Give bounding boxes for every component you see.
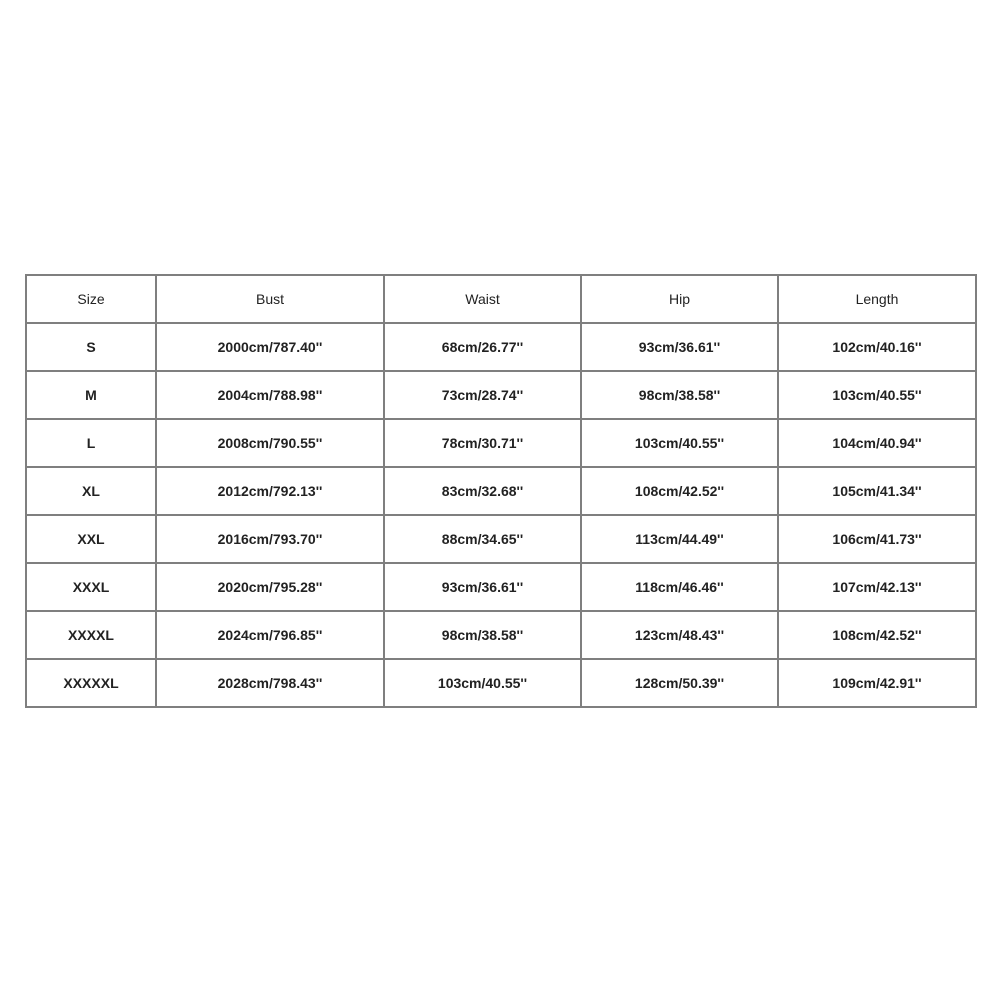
- cell-length: 109cm/42.91'': [778, 659, 976, 707]
- cell-hip: 103cm/40.55'': [581, 419, 778, 467]
- cell-waist: 93cm/36.61'': [384, 563, 581, 611]
- cell-size: S: [26, 323, 156, 371]
- cell-hip: 118cm/46.46'': [581, 563, 778, 611]
- cell-size: XXXL: [26, 563, 156, 611]
- cell-length: 104cm/40.94'': [778, 419, 976, 467]
- header-hip: Hip: [581, 275, 778, 323]
- cell-waist: 88cm/34.65'': [384, 515, 581, 563]
- header-length: Length: [778, 275, 976, 323]
- cell-size: XL: [26, 467, 156, 515]
- table-row: [26, 323, 976, 371]
- cell-hip: 123cm/48.43'': [581, 611, 778, 659]
- cell-waist: 68cm/26.77'': [384, 323, 581, 371]
- cell-bust: 2020cm/795.28'': [156, 563, 384, 611]
- cell-bust: 2004cm/788.98'': [156, 371, 384, 419]
- cell-hip: 128cm/50.39'': [581, 659, 778, 707]
- cell-waist: 78cm/30.71'': [384, 419, 581, 467]
- header-size: Size: [26, 275, 156, 323]
- table-header: [26, 275, 976, 323]
- cell-bust: 2024cm/796.85'': [156, 611, 384, 659]
- cell-waist: 103cm/40.55'': [384, 659, 581, 707]
- cell-length: 103cm/40.55'': [778, 371, 976, 419]
- cell-bust: 2016cm/793.70'': [156, 515, 384, 563]
- cell-waist: 83cm/32.68'': [384, 467, 581, 515]
- cell-bust: 2012cm/792.13'': [156, 467, 384, 515]
- cell-hip: 98cm/38.58'': [581, 371, 778, 419]
- cell-size: M: [26, 371, 156, 419]
- cell-bust: 2008cm/790.55'': [156, 419, 384, 467]
- cell-hip: 113cm/44.49'': [581, 515, 778, 563]
- table-row: [26, 515, 976, 563]
- cell-length: 107cm/42.13'': [778, 563, 976, 611]
- cell-length: 108cm/42.52'': [778, 611, 976, 659]
- cell-bust: 2028cm/798.43'': [156, 659, 384, 707]
- cell-waist: 98cm/38.58'': [384, 611, 581, 659]
- header-row: [26, 275, 976, 323]
- header-bust: Bust: [156, 275, 384, 323]
- cell-size: XXL: [26, 515, 156, 563]
- table-row: [26, 611, 976, 659]
- cell-length: 105cm/41.34'': [778, 467, 976, 515]
- cell-bust: 2000cm/787.40'': [156, 323, 384, 371]
- cell-size: XXXXL: [26, 611, 156, 659]
- cell-size: XXXXXL: [26, 659, 156, 707]
- table-body: [26, 323, 976, 707]
- cell-hip: 108cm/42.52'': [581, 467, 778, 515]
- cell-hip: 93cm/36.61'': [581, 323, 778, 371]
- table-row: [26, 371, 976, 419]
- header-waist: Waist: [384, 275, 581, 323]
- table-row: [26, 467, 976, 515]
- table-row: [26, 419, 976, 467]
- table-row: [26, 563, 976, 611]
- cell-length: 106cm/41.73'': [778, 515, 976, 563]
- size-chart-table: [25, 274, 977, 708]
- cell-length: 102cm/40.16'': [778, 323, 976, 371]
- cell-waist: 73cm/28.74'': [384, 371, 581, 419]
- table-row: [26, 659, 976, 707]
- cell-size: L: [26, 419, 156, 467]
